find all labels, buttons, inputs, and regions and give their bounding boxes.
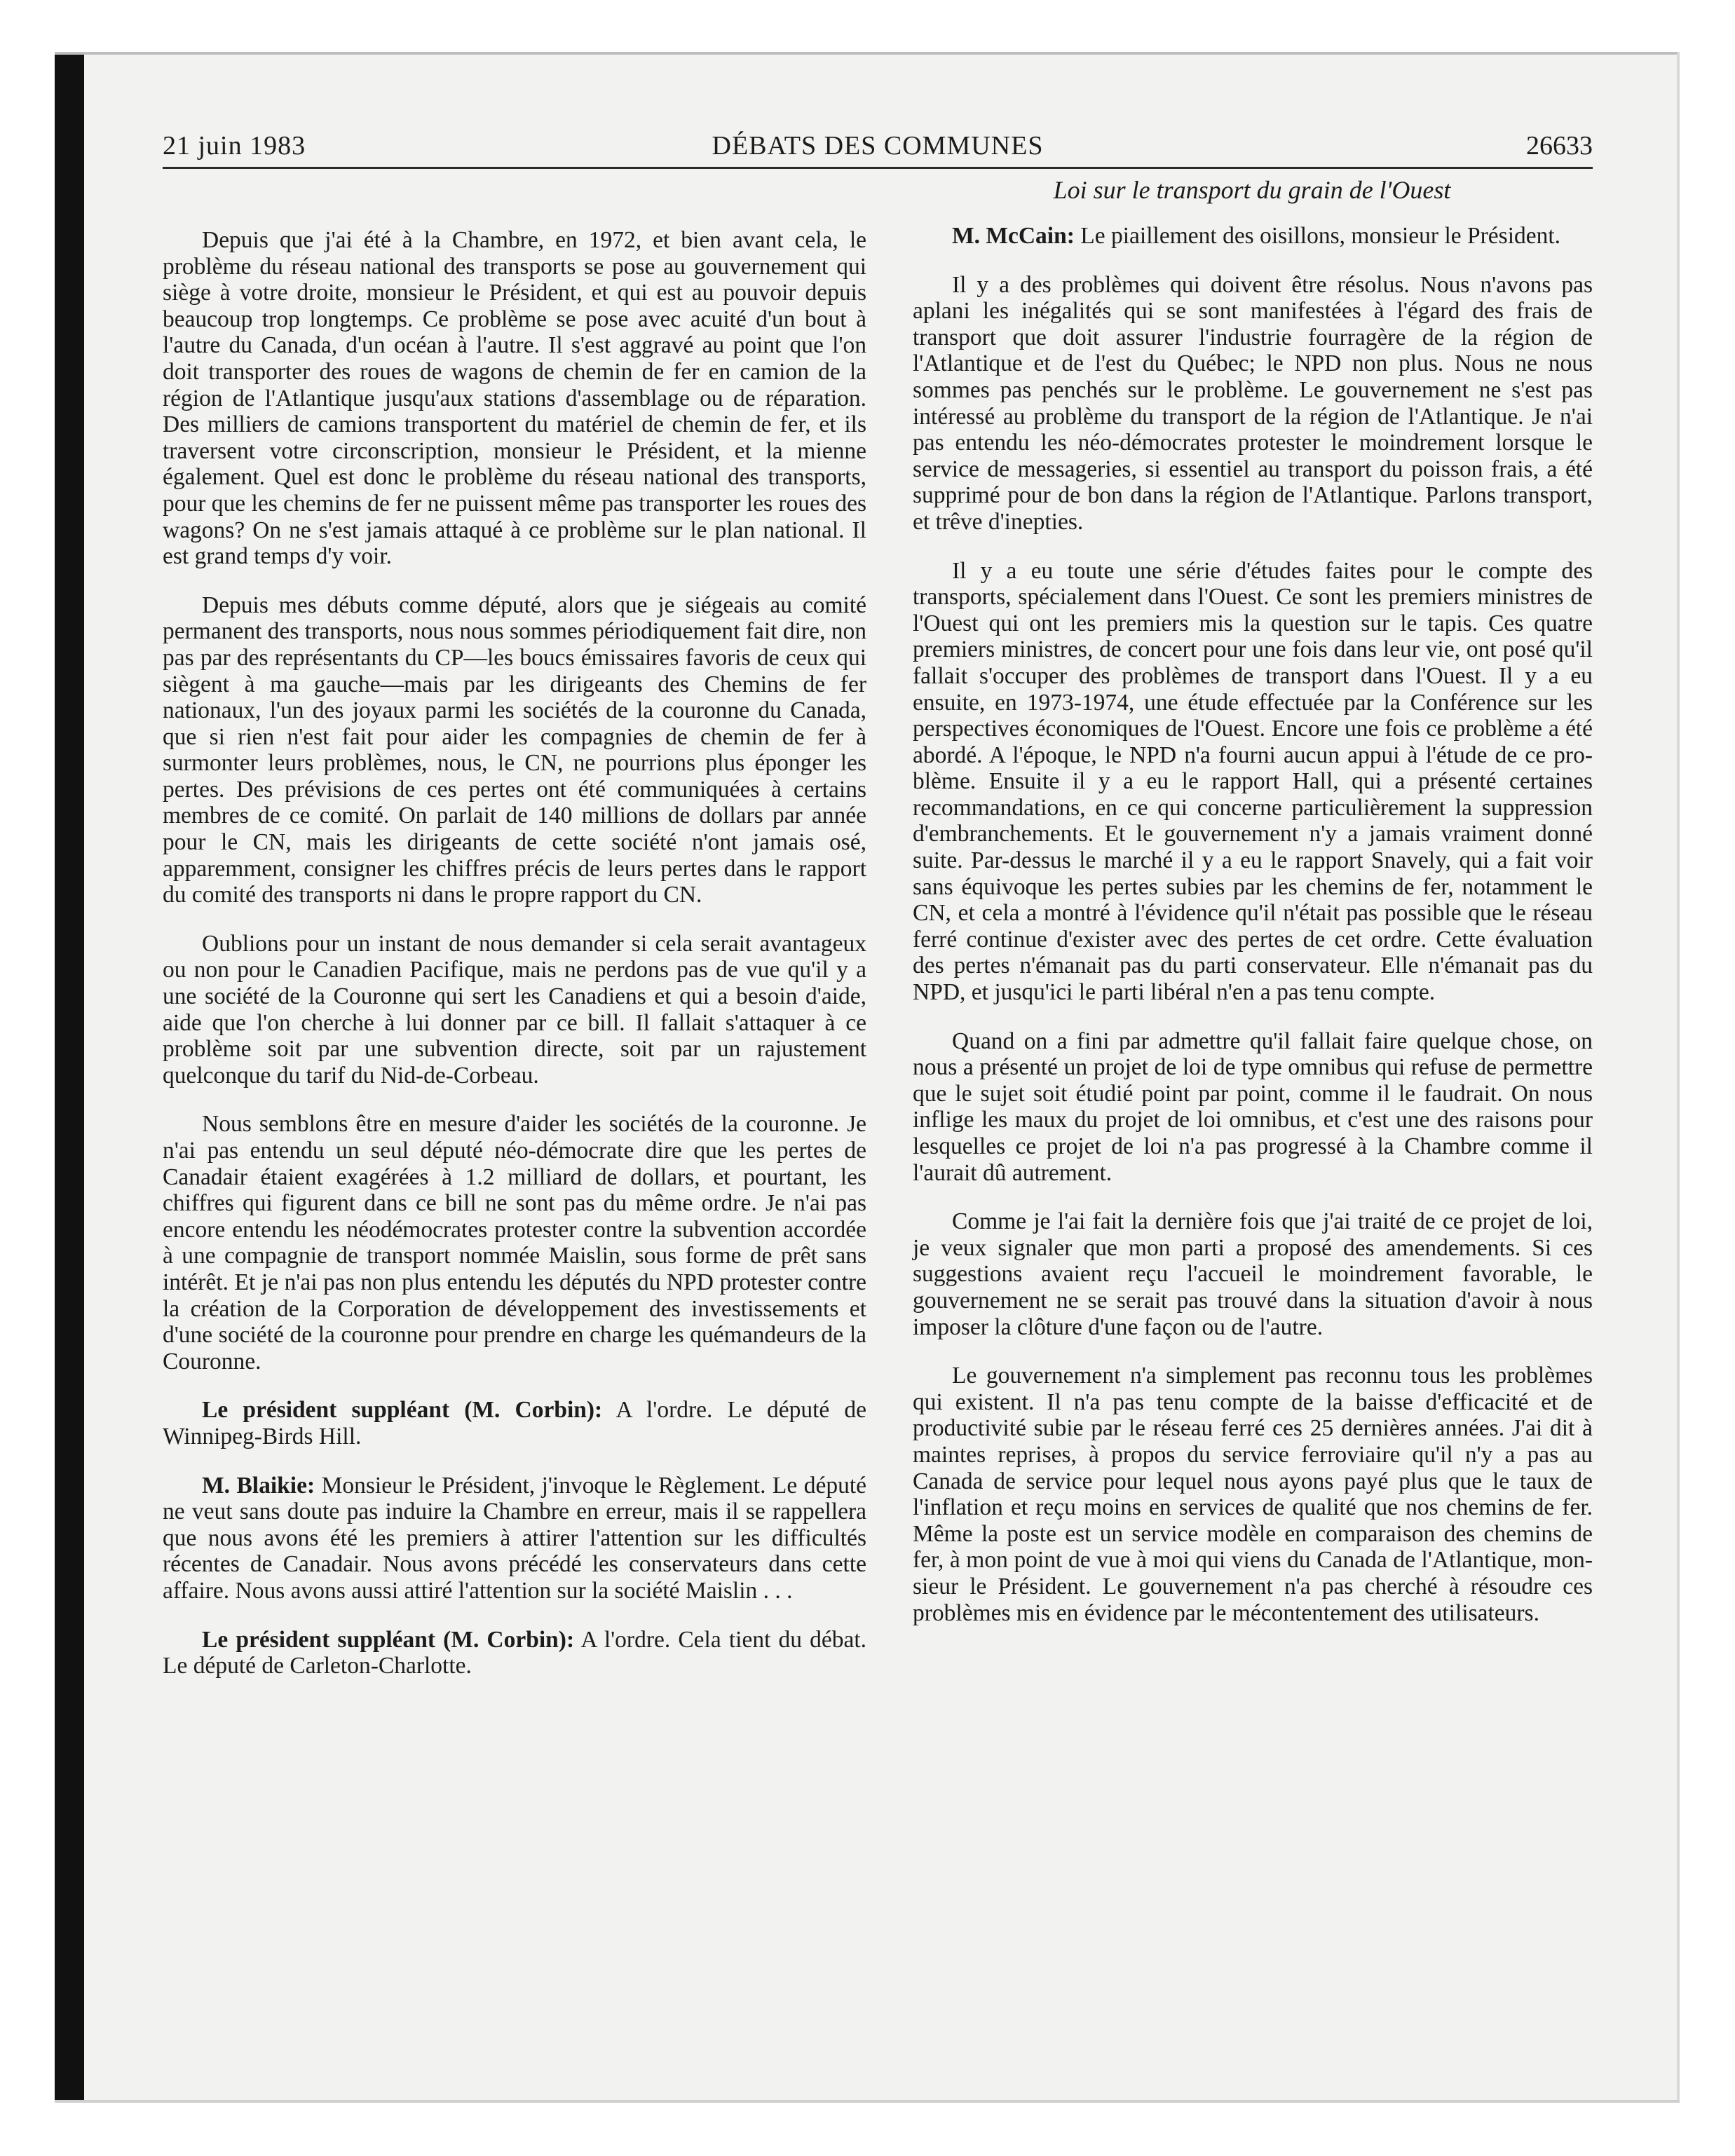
page-header — [163, 125, 1593, 167]
paragraph-text: Depuis mes débuts comme député, alors que je siégeais au comité permanent des transports, nous nous sommes périodiquement fait dire, non pas par des représentants du CP—les boucs émissaires favoris de ceux qui siègent à ma gauche—mais par les dirigeants des Chemins de fer nationaux, l'un des joyaux parmi les sociétés de la couronne du Canada, que si rien n'est fait pour aider les compagnies de chemin de fer à surmonter leurs problèmes, nous, le CN, ne pourrions plus éponger les pertes. Des prévisions de ces pertes ont été communiquées à certains membres de ce comité. On parlait de 140 millions de dollars par année pour le CN, mais les dirigeants de cette société n'ont jamais osé, apparemment, consigner les chiffres précis de leurs pertes dans le rapport du comité des transports ni dans le propre rapport du CN. — [163, 592, 866, 908]
header-date: 21 juin 1983 — [163, 131, 306, 161]
paragraph — [913, 1028, 1593, 1187]
right-column — [913, 223, 1593, 1649]
header-rule — [163, 167, 1593, 169]
paragraph — [163, 1397, 866, 1449]
paragraph — [163, 1627, 866, 1679]
paragraph-text: Le gouvernement n'a simplement pas reconnu tous les problèmes qui existent. Il n'a pas tenu compte de la baisse d'efficacité et de productivité subie par le réseau ferré ces 25 dernières années. J'ai dit à maintes reprises, à propos du service ferroviaire qu'il n'y a pas au Canada de service pour lequel nous ayons payé plus que le taux de l'inflation et reçu moins en services de qualité que nos chemins de fer. Même la poste est un service modèle en comparaison des chemins de fer, à mon point de vue à moi qui viens du Canada de l'Atlantique, monsieur le Président. Le gouvernement n'a pas cherché à résoudre ces problèmes mis en évidence par le mécontentement des utilisateurs. — [913, 1363, 1593, 1626]
paragraph-text: Oublions pour un instant de nous demander si cela serait avantageux ou non pour le Canadien Pacifique, mais ne perdons pas de vue qu'il y a une société de la Couronne qui sert les Canadiens et qui a besoin d'aide, aide que l'on cherche à lui donner par ce bill. Il fallait s'attaquer à ce problème soit par une subvention directe, soit par un rajustement quelconque du tarif du Nid-de-Corbeau. — [163, 930, 866, 1089]
header-title: DÉBATS DES COMMUNES — [712, 131, 1044, 161]
scan-border-right — [1677, 52, 1680, 2101]
paragraph — [913, 1208, 1593, 1340]
paragraph — [163, 931, 866, 1089]
scan-border-left — [55, 52, 84, 2101]
paragraph-text: A l'ordre. Le député de Winnipeg-Birds Hill. — [163, 1397, 866, 1449]
speaker-name: M. Blaikie: — [202, 1472, 315, 1499]
paragraph-text: Il y a des problèmes qui doivent être résolus. Nous n'avons pas aplani les inégalités qui se sont manifestées à l'égard des frais de transport que doit assurer l'industrie fourragère de la région de l'Atlantique et de l'est du Québec; le NPD non plus. Nous ne nous sommes pas penchés sur le problème. Le gouvernement ne s'est pas intéressé au problème du transport de la région de l'Atlantique. Je n'ai pas entendu les néo-démocrates protester le moindrement lorsque le service de messageries, si essentiel au transport du poisson frais, a été supprimé pour de bon dans la région de l'Atlantique. Parlons transport, et trêve d'inepties. — [913, 271, 1593, 535]
paragraph — [163, 1111, 866, 1374]
speaker-name: Le président suppléant (M. Corbin): — [202, 1626, 575, 1653]
paragraph — [163, 227, 866, 570]
paragraph — [163, 1473, 866, 1604]
paragraph-text: Nous semblons être en mesure d'aider les sociétés de la couronne. Je n'ai pas entendu un seul député néo-démocrate dire que les pertes de Canadair étaient exagérées à 1.2 milliard de dollars, et pourtant, les chiffres qui figurent dans ce bill ne sont pas du même ordre. Je n'ai pas encore entendu les néodémocrates protester contre la subvention accordée à une compagnie de transport nommée Maislin, sous forme de prêt sans intérêt. Et je n'ai pas non plus entendu les députés du NPD protester contre la création de la Corporation de développement des investissements et d'une société de la couronne pour prendre en charge les quémandeurs de la Couronne. — [163, 1111, 866, 1374]
left-column — [163, 227, 866, 1702]
paragraph — [913, 558, 1593, 1006]
paragraph-text: Comme je l'ai fait la dernière fois que j'ai traité de ce projet de loi, je veux signaler que mon parti a proposé des amendements. Si ces suggestions avaient reçu l'accueil le moindrement favorable, le gouvernement ne se serait pas trouvé dans la situation d'avoir à nous imposer la clôture d'une façon ou de l'autre. — [913, 1208, 1593, 1340]
paragraph-text: Le piaillement des oisillons, monsieur le Président. — [1080, 223, 1561, 249]
paragraph — [913, 272, 1593, 535]
paragraph-text: A l'ordre. Cela tient du débat. Le député de Carleton-Charlotte. — [163, 1626, 867, 1679]
paragraph-text: Depuis que j'ai été à la Chambre, en 1972, et bien avant cela, le problème du réseau national des transports se pose au gouvernement qui siège à votre droite, monsieur le Président, et qui est au pouvoir depuis beaucoup trop longtemps. Ce problème se pose avec acuité d'un bout à l'autre du Canada, d'un océan à l'autre. Il s'est aggravé au point que l'on doit transporter des roues de wagons de chemin de fer en camion de la région de l'Atlantique jusqu'aux stations d'assemblage ou de réparation. Des milliers de camions transportent du matériel de chemin de fer, et ils traversent votre circonscription, monsieur le Président, et la mienne également. Quel est donc le problème du réseau national des transports, pour que les chemins de fer ne puissent même pas transporter les roues des wagons? On ne s'est jamais attaqué à ce problème sur le plan national. Il est grand temps d'y voir. — [163, 227, 866, 570]
speaker-name: M. McCain: — [952, 223, 1075, 249]
paragraph-text: Quand on a fini par admettre qu'il fallait faire quelque chose, on nous a présenté un projet de loi de type omnibus qui refuse de permettre que le sujet soit étudié point par point, comme il le faudrait. On nous inflige les maux du projet de loi omnibus, et c'est une des raisons pour lesquelles ce projet de loi n'a pas progressé à la Chambre comme il l'aurait dû autrement. — [913, 1028, 1593, 1186]
page-number: 26633 — [1526, 131, 1593, 161]
running-title: Loi sur le transport du grain de l'Ouest — [1053, 176, 1451, 204]
paragraph-text: Monsieur le Président, j'invoque le Règlement. Le député ne veut sans doute pas induire la Chambre en erreur, mais il se rappellera que nous avons été les premiers à attirer l'attention sur les difficultés récentes de Canadair. Nous avons précédé les conservateurs dans cette affaire. Nous avons aussi attiré l'attention sur la société Maislin . . . — [163, 1472, 866, 1604]
paragraph — [913, 223, 1593, 250]
speaker-name: Le président suppléant (M. Corbin): — [202, 1397, 603, 1424]
scan-border-bottom — [55, 2100, 1680, 2103]
paragraph-text: Il y a eu toute une série d'études faites pour le compte des transports, spécialement dans l'Ouest. Ce sont les premiers ministres de l'Ouest qui ont les premiers mis la question sur le tapis. Ces quatre premiers ministres, de concert pour une fois dans leur vie, ont posé qu'il fallait s'occuper des problèmes de transport dans l'Ouest. Il y a eu ensuite, en 1973-1974, une étude effectuée par la Conférence sur les perspectives économiques de l'Ouest. Encore une fois ce problème a été abordé. A l'époque, le NPD n'a fourni aucun appui à l'étude de ce problème. Ensuite il y a eu le rapport Hall, qui a présenté certaines recommandations, en ce qui concerne particulièrement la suppression d'embranchements. Et le gouvernement n'y a jamais vraiment donné suite. Par-dessus le marché il y a eu le rapport Snavely, qui a fait voir sans équivoque les pertes subies par les chemins de fer, notamment le CN, et cela a montré à l'évidence qu'il n'était pas possible que le réseau ferré continue d'exister avec des pertes de cet ordre. Cette évaluation des pertes n'émanait pas du parti conservateur. Elle n'émanait pas du NPD, et jusqu'ici le parti libéral n'en a pas tenu compte. — [913, 557, 1593, 1006]
paragraph — [163, 592, 866, 908]
paragraph — [913, 1363, 1593, 1626]
